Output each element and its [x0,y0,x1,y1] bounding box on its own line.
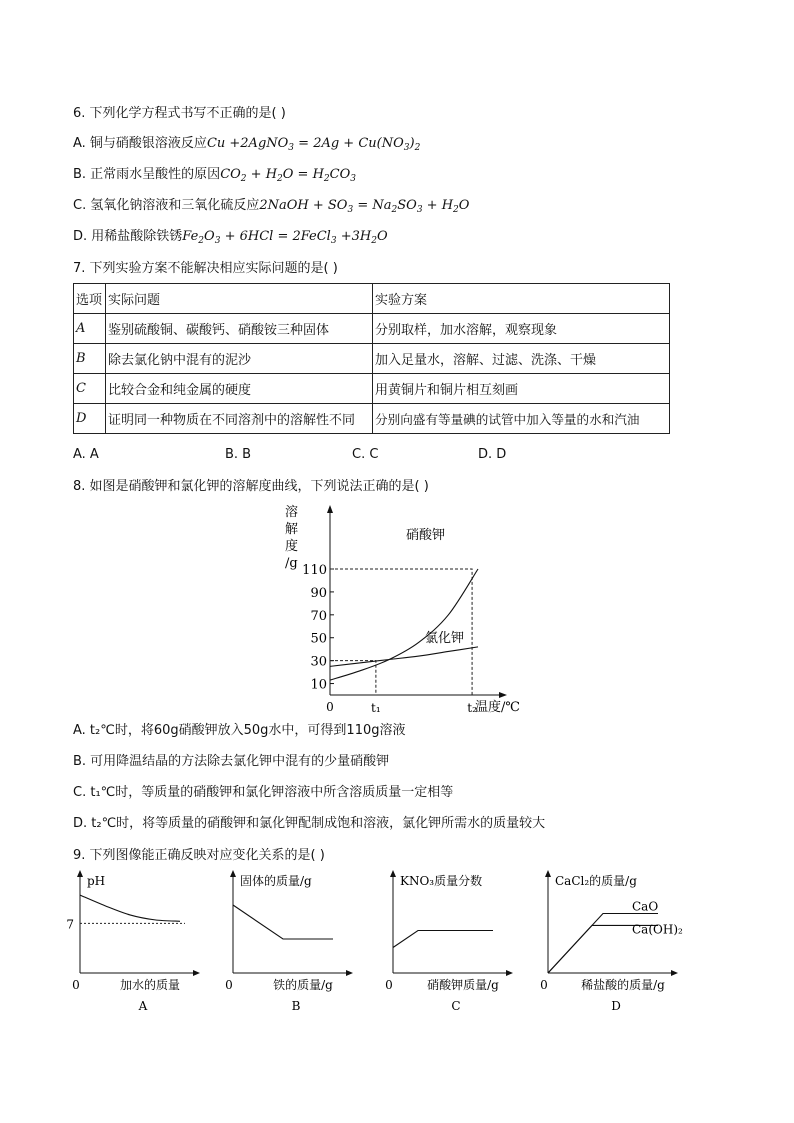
series-line [80,895,180,921]
q6-option-d-formula: $Fe_2O_3 + 6HCl$ = 2FeCl$_3$ $+3H_2O$ [182,229,388,246]
y-axis-label: KNO₃质量分数 [400,874,483,888]
table-row [74,344,670,374]
q6-option-a-label: A. 铜与硝酸银溶液反应 [73,136,207,151]
table-cell: 用黄铜片和铜片相互刻画 [373,374,670,404]
x-axis-label: 铁的质量/g [273,978,333,992]
x-tick-label: t₁ [371,701,381,715]
y-axis-label: 解 [285,522,299,537]
table-cell: 除去氯化钠中混有的泥沙 [106,344,373,374]
y-axis-label: 溶 [285,505,299,520]
q7-stem: 7. 下列实验方案不能解决相应实际问题的是( ) [73,261,338,276]
table-header-row [74,284,670,314]
x-axis-arrow [671,970,678,976]
q6-option-c [73,197,469,219]
origin-label: 0 [385,978,393,992]
kno3-label: 硝酸钾 [406,528,446,543]
table-header-cell: 实际问题 [106,284,373,314]
y-axis-label: pH [87,874,106,888]
q6-option-a-formula: Cu +2AgNO$_3$ = $2Ag + Cu(NO_3)_2$ [206,136,421,153]
q7-choice-d: D. D [478,447,507,462]
q7-choice-a: A. A [73,447,99,462]
y-axis-arrow [545,870,551,877]
origin-label: 0 [225,978,233,992]
y-tick-label: 110 [302,563,327,578]
y-axis-label: /g [285,556,298,571]
q6-option-c-label: C. 氢氧化钠溶液和三氧化硫反应 [73,198,260,213]
y-axis-arrow [390,870,396,877]
table-cell: 加入足量水，溶解、过滤、洗涤、干燥 [373,344,670,374]
series-label: Ca(OH)₂ [632,922,683,937]
table-cell: D [74,404,106,434]
table-header-cell: 选项 [74,284,106,314]
q6-option-c-formula: 2NaOH + $SO_3 = Na_2SO_3 + H_2O$ [259,198,470,215]
x-axis-arrow [193,970,200,976]
y-axis-arrow [327,505,333,513]
table-cell: B [74,344,106,374]
graph-caption: B [291,999,301,1013]
graph-C [385,870,513,1013]
table-cell: 鉴别硫酸铜、碳酸钙、硝酸铵三种固体 [106,314,373,344]
q7-choice-c: C. C [352,447,379,462]
q6-option-d [73,228,388,250]
q6-option-d-label: D. 用稀盐酸除铁锈 [73,229,183,244]
kcl-curve [330,647,478,666]
x-axis-label: 硝酸钾质量/g [427,978,499,992]
y-tick-label: 7 [66,917,74,932]
q7-choices [73,446,573,464]
x-axis-arrow [499,692,507,698]
y-axis-label: 固体的质量/g [240,874,312,888]
y-axis-label: CaCl₂的质量/g [555,874,637,888]
graph-caption: D [611,999,621,1013]
x-axis-arrow [346,970,353,976]
q6-option-b-label: B. 正常雨水呈酸性的原因 [73,167,221,182]
table-cell: C [74,374,106,404]
q6-option-b-formula: $CO_2 + H_2O = H_2CO_3$ [220,167,356,184]
q6-stem: 6. 下列化学方程式书写不正确的是( ) [73,106,286,121]
y-axis-arrow [230,870,236,877]
q8-option-a: A. t₂℃时，将60g硝酸钾放入50g水中，可得到110g溶液 [73,723,406,738]
graph-caption: C [451,999,461,1013]
y-tick-label: 30 [310,654,327,670]
table-cell: 分别取样，加水溶解，观察现象 [373,314,670,344]
y-tick-label: 50 [310,631,327,647]
y-tick-label: 10 [310,677,327,693]
series-line [393,931,493,948]
q9-stem: 9. 下列图像能正确反映对应变化关系的是( ) [73,848,325,863]
x-axis-label: 温度/℃ [475,700,520,715]
x-axis-arrow [506,970,513,976]
table-row [74,404,670,434]
x-tick-label: t₂ [467,701,477,715]
table-cell: 分别向盛有等量碘的试管中加入等量的水和汽油 [373,404,670,434]
y-tick-label: 70 [310,608,327,624]
q8-option-d: D. t₂℃时，将等质量的硝酸钾和氯化钾配制成饱和溶液，氯化钾所需水的质量较大 [73,816,546,831]
table-row [74,374,670,404]
table-row [74,314,670,344]
origin-label: 0 [72,978,80,992]
q6-option-a [73,135,420,157]
q9-graphs [60,865,700,1020]
q6-option-b [73,166,356,188]
graph-A [66,870,200,1013]
q8-option-c: C. t₁℃时，等质量的硝酸钾和氯化钾溶液中所含溶质质量一定相等 [73,785,454,800]
graph-caption: A [138,999,148,1013]
table-cell: 证明同一种物质在不同溶剂中的溶解性不同 [106,404,373,434]
series-label: CaO [632,899,659,914]
y-tick-label: 90 [310,585,327,601]
series-line [233,905,333,939]
origin-label: 0 [540,978,548,992]
graph-D [540,870,683,1013]
q8-option-b: B. 可用降温结晶的方法除去氯化钾中混有的少量硝酸钾 [73,754,390,769]
q7-table [73,283,670,434]
q8-stem: 8. 如图是硝酸钾和氯化钾的溶解度曲线，下列说法正确的是( ) [73,479,429,494]
solubility-chart [270,500,520,718]
table-cell: A [74,314,106,344]
y-axis-label: 度 [285,539,299,554]
kcl-label: 氯化钾 [425,631,465,646]
x-axis-label: 加水的质量 [119,978,181,992]
y-axis-arrow [77,870,83,877]
x-axis-label: 稀盐酸的质量/g [581,978,665,992]
q7-choice-b: B. B [225,447,252,462]
graph-B [225,870,353,1013]
x-tick-label: 0 [326,700,334,714]
table-cell: 比较合金和纯金属的硬度 [106,374,373,404]
table-header-cell: 实验方案 [373,284,670,314]
